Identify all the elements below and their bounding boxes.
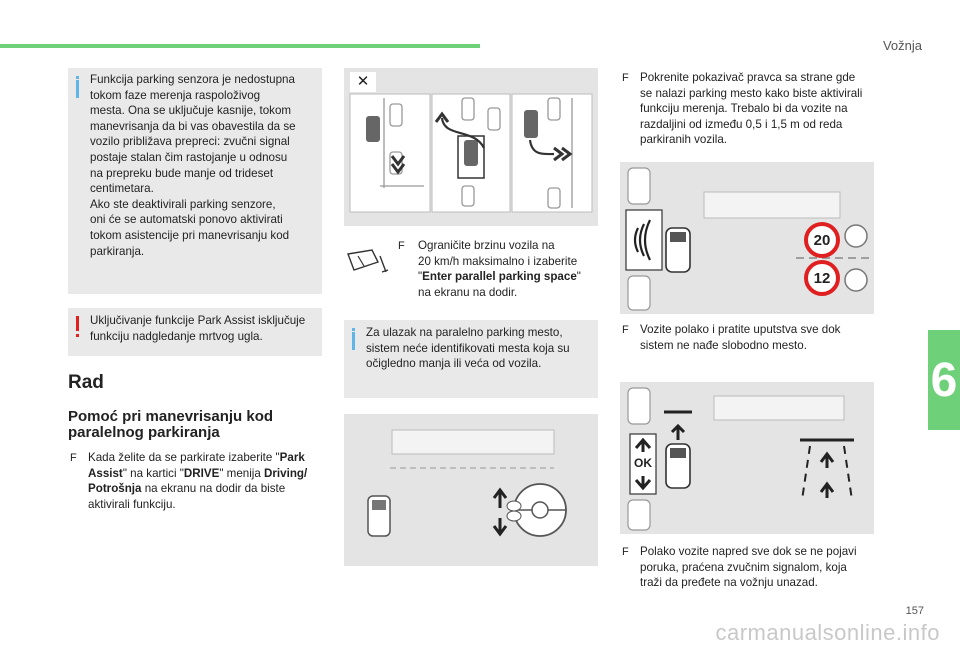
parking-assist-icon xyxy=(344,246,390,276)
step4-marker: F xyxy=(622,324,629,336)
step1-text: Kada želite da se parkirate izaberite "Park Assist" na kartici "DRIVE" menija Driving/ Potrošnja na ekranu na dodir da biste aktivirali funkciju. xyxy=(88,451,308,511)
step3-marker: F xyxy=(622,72,629,84)
warning-icon-dot xyxy=(76,334,79,337)
forward-illustration xyxy=(620,382,874,534)
forward-diagram xyxy=(620,382,874,534)
speed-high-label: 20 xyxy=(813,232,831,249)
warning-note-text: Uključivanje funkcije Park Assist isključuje funkciju nadgledanje mrtvog ugla. xyxy=(90,314,306,343)
warning-icon xyxy=(76,316,79,331)
heading-rad: Rad xyxy=(68,372,104,393)
step5-text: Polako vozite napred sve dok se ne pojavi poruka, praćena zvučnim signalom, koja traži da pređete na vožnju unazad. xyxy=(640,545,857,590)
step2-text: Ograničite brzinu vozila na 20 km/h maksimalno i izaberite "Enter parallel parking space" na ekranu na dodir. xyxy=(418,239,581,299)
info-icon-dot xyxy=(352,328,355,331)
steering-diagram xyxy=(344,414,598,566)
step5-marker: F xyxy=(622,546,629,558)
info-icon xyxy=(352,332,355,350)
chapter-tab: 6 xyxy=(928,330,960,430)
info-note-2-text: Za ulazak na paralelno parking mesto, sistem neće identifikovati mesta koja su očigledno manja ili veća od vozila. xyxy=(366,326,570,371)
info-icon xyxy=(76,80,79,98)
chapter-color-bar xyxy=(0,44,480,48)
page-number: 157 xyxy=(905,605,924,617)
ok-label: OK xyxy=(634,456,652,470)
step3-text: Pokrenite pokazivač pravca sa strane gde se nalazi parking mesto kako biste aktivirali funkciju merenja. Trebalo bi da vozite na razdaljini od između 0,5 i 1,5 m od reda parkiranih vozila. xyxy=(640,71,863,147)
parking-screen-diagram xyxy=(344,68,598,226)
info-note-text: Funkcija parking senzora je nedostupna tokom faze merenja raspoloživog mesta. Ona se uključuje kasnije, tokom manevrisanja da bi vas obavestila da se vozilo približava prepreci: zvučni signal postaje stalan čim rastojanje u odnosu na prepreku bude manje od trideset centimetara. Ako ste deaktivirali parking senzore, oni će se automatski ponovo aktivirati tokom asistencije pri manevrisanju kod parkiranja. xyxy=(90,73,296,258)
measuring-diagram xyxy=(620,162,874,314)
info-icon-dot xyxy=(76,76,79,79)
parking-modes-illustration xyxy=(344,68,598,226)
close-icon: ✕ xyxy=(350,72,376,92)
step2-marker: F xyxy=(398,240,405,252)
subheading: Pomoć pri manevrisanju kod paralelnog parkiranja xyxy=(68,408,274,441)
steering-illustration xyxy=(344,414,598,566)
speed-low-label: 12 xyxy=(813,270,831,287)
step1-marker: F xyxy=(70,452,77,464)
step4-text: Vozite polako i pratite uputstva sve dok sistem ne nađe slobodno mesto. xyxy=(640,323,841,352)
section-title: Vožnja xyxy=(882,38,922,53)
watermark: carmanualsonline.info xyxy=(715,620,940,645)
